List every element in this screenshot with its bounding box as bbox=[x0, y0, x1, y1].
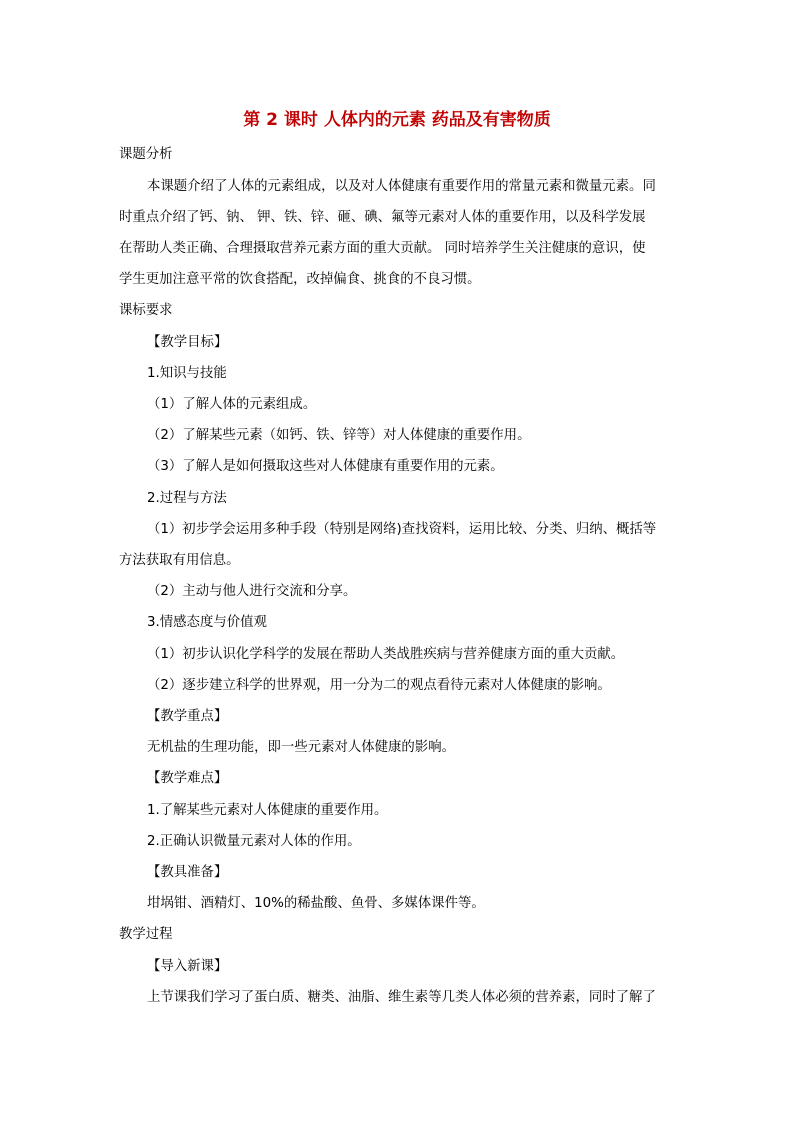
paragraph-line: 本课题介绍了人体的元素组成，以及对人体健康有重要作用的常量元素和微量元素。同 bbox=[147, 179, 656, 194]
subheading-key-points: 【教学重点】 bbox=[147, 709, 228, 724]
subheading-objectives: 【教学目标】 bbox=[147, 335, 228, 350]
list-item: （1）了解人体的元素组成。 bbox=[147, 397, 317, 412]
paragraph-line: 时重点介绍了钙、钠、 钾、铁、锌、砸、碘、氟等元素对人体的重要作用，以及科学发展 bbox=[119, 210, 646, 225]
list-item: （2）主动与他人进行交流和分享。 bbox=[147, 584, 357, 599]
subheading-introduction: 【导入新课】 bbox=[147, 959, 228, 974]
paragraph-line: 无机盐的生理功能，即一些元素对人体健康的影响。 bbox=[147, 740, 455, 755]
list-item: （3）了解人是如何摄取这些对人体健康有重要作用的元素。 bbox=[147, 459, 504, 474]
list-item: 2.正确认识微量元素对人体的作用。 bbox=[147, 834, 361, 849]
list-item-continuation: 方法获取有用信息。 bbox=[119, 553, 240, 568]
list-item: 3.情感态度与价值观 bbox=[147, 615, 267, 630]
list-item: 1.知识与技能 bbox=[147, 366, 227, 381]
list-item: （1）初步认识化学科学的发展在帮助人类战胜疾病与营养健康方面的重大贡献。 bbox=[147, 647, 625, 662]
list-item: （1）初步学会运用多种手段（特别是网络)查找资料，运用比较、分类、归纳、概括等 bbox=[147, 522, 657, 537]
paragraph-line: 学生更加注意平常的饮食搭配，改掉偏食、挑食的不良习惯。 bbox=[119, 272, 481, 287]
section-heading-analysis: 课题分析 bbox=[119, 147, 173, 162]
paragraph-line: 坩埚钳、酒精灯、10%的稀盐酸、鱼骨、多媒体课件等。 bbox=[147, 896, 485, 911]
paragraph-line: 上节课我们学习了蛋白质、糖类、油脂、维生素等几类人体必须的营养素，同时了解了 bbox=[147, 990, 656, 1005]
subheading-difficulties: 【教学难点】 bbox=[147, 771, 228, 786]
list-item: 2.过程与方法 bbox=[147, 491, 227, 506]
section-heading-process: 教学过程 bbox=[119, 927, 173, 942]
paragraph-line: 在帮助人类正确、合理摄取营养元素方面的重大贡献。 同时培养学生关注健康的意识，使 bbox=[119, 241, 646, 256]
list-item: 1.了解某些元素对人体健康的重要作用。 bbox=[147, 803, 388, 818]
document-title: 第 2 课时 人体内的元素 药品及有害物质 bbox=[243, 110, 551, 130]
section-heading-requirements: 课标要求 bbox=[119, 303, 173, 318]
subheading-materials: 【教具准备】 bbox=[147, 865, 228, 880]
list-item: （2）了解某些元素（如钙、铁、锌等）对人体健康的重要作用。 bbox=[147, 428, 531, 443]
list-item: （2）逐步建立科学的世界观，用一分为二的观点看待元素对人体健康的影响。 bbox=[147, 678, 611, 693]
